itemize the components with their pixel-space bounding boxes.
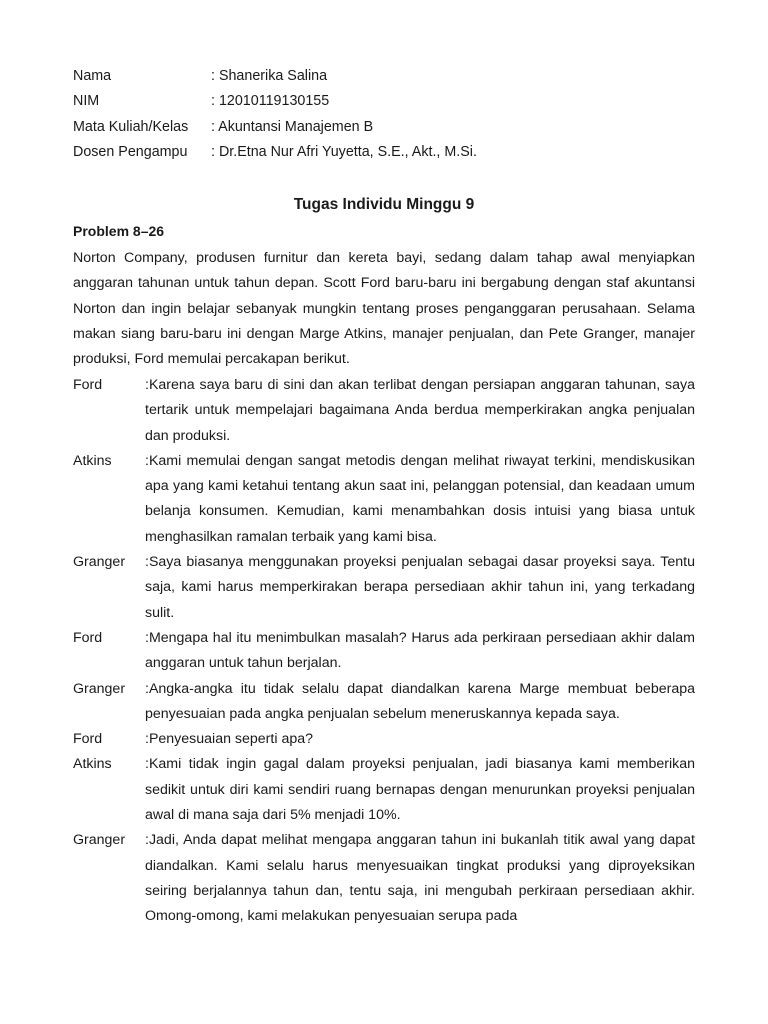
speaker-name: Ford — [73, 731, 103, 748]
problem-heading: Problem 8–26 — [73, 223, 165, 239]
speech-text: :Kami tidak ingin gagal dalam proyeksi penjualan, jadi biasanya kami memberikan sedikit untuk diri kami sendiri ruang bernapas dengan menurunkan proyeksi penjualan awal di mana saja dari 5% menjadi 10%. — [145, 756, 695, 824]
speech-text: :Angka-angka itu tidak selalu dapat diandalkan karena Marge membuat beberapa penyesuaian pada angka penjualan sebelum meneruskannya kepada saya. — [145, 680, 695, 722]
dialog-turn — [73, 626, 695, 677]
speech-text: :Mengapa hal itu menimbulkan masalah? Harus ada perkiraan persediaan akhir dalam anggaran untuk tahun berjalan. — [145, 629, 695, 672]
info-value: : Dr.Etna Nur Afri Yuyetta, S.E., Akt., M.Si. — [211, 143, 477, 160]
speaker-name: Ford — [73, 629, 103, 646]
dialog-turn — [73, 449, 695, 550]
info-label: NIM — [73, 93, 100, 110]
speaker-name: Granger — [73, 832, 126, 849]
speech-text: :Penyesuaian seperti apa? — [145, 731, 314, 748]
speaker-name: Atkins — [73, 452, 112, 469]
speaker-name: Ford — [73, 377, 103, 393]
info-value: : Shanerika Salina — [211, 68, 328, 84]
info-row-nama — [73, 66, 695, 91]
info-label: Dosen Pengampu — [73, 143, 188, 160]
student-info — [73, 66, 695, 167]
info-value: : 12010119130155 — [211, 93, 330, 110]
document-title: Tugas Individu Minggu 9 — [293, 196, 475, 213]
speech-text: :Saya biasanya menggunakan proyeksi penjualan sebagai dasar proyeksi saya. Tentu saja, kami harus memperkirakan berapa persediaan akhir tahun ini, yang terkadang sulit. — [145, 554, 695, 621]
speech-text: :Kami memulai dengan sangat metodis dengan melihat riwayat terkini, mendiskusikan apa yang kami ketahui tentang akun saat ini, pelanggan potensial, dan keadaan umum belanja konsumen. Kemudian, kami menambahkan dosis intuisi yang biasa untuk menghasilkan ramalan terbaik yang kami bisa. — [145, 452, 695, 545]
dialog-turn — [73, 373, 695, 449]
speaker-name: Atkins — [73, 756, 112, 773]
dialog-turn — [73, 550, 695, 626]
info-row-mata-kuliah — [73, 117, 695, 142]
info-value: : Akuntansi Manajemen B — [211, 118, 374, 135]
speaker-name: Granger — [73, 554, 126, 571]
dialog-turn — [73, 677, 695, 728]
intro-paragraph: Norton Company, produsen furnitur dan kereta bayi, sedang dalam tahap awal menyiapkan anggaran tahunan untuk tahun depan. Scott Ford baru-baru ini bergabung dengan staf akuntansi Norton dan ingin belajar sebanyak mungkin tentang proses penganggaran perusahaan. Selama makan siang baru-baru ini dengan Marge Atkins, manajer penjualan, dan Pete Granger, manajer produksi, Ford memulai percakapan berikut. — [73, 250, 695, 368]
dialog-turn — [73, 727, 695, 752]
dialog — [73, 373, 695, 930]
dialog-turn — [73, 828, 695, 929]
dialog-turn — [73, 752, 695, 828]
info-row-nim — [73, 91, 695, 116]
info-row-dosen — [73, 142, 695, 167]
speech-text: :Jadi, Anda dapat melihat mengapa anggaran tahun ini bukanlah titik awal yang dapat diandalkan. Kami selalu harus menyesuaikan tingkat produksi yang diproyeksikan seiring berjalannya tahun dan, tentu saja, ini mengubah perkiraan persediaan akhir. Omong-omong, kami melakukan penyesuaian serupa pada — [145, 832, 695, 925]
speech-text: :Karena saya baru di sini dan akan terlibat dengan persiapan anggaran tahunan, saya tertarik untuk mempelajari bagaimana Anda berdua memperkirakan angka penjualan dan produksi. — [145, 377, 695, 444]
speaker-name: Granger — [73, 680, 126, 697]
info-label: Mata Kuliah/Kelas — [73, 118, 189, 135]
info-label: Nama — [73, 68, 112, 84]
